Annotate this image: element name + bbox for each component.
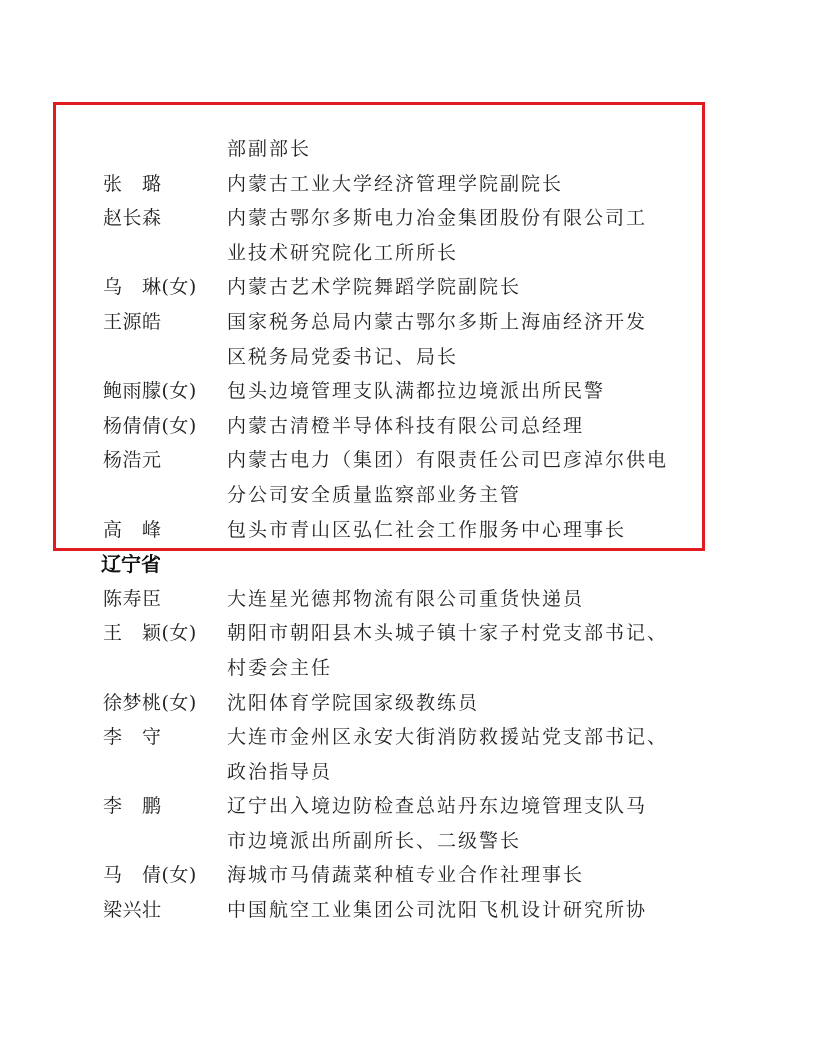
person-name: 李 鹏 xyxy=(103,795,162,818)
position-title xyxy=(227,858,677,893)
position-title-line: 内蒙古艺术学院舞蹈学院副院长 xyxy=(227,276,522,299)
person-name: 梁兴壮 xyxy=(103,899,162,922)
person-name: 李 守 xyxy=(103,726,162,749)
position-title xyxy=(227,720,677,789)
position-title-line: 国家税务总局内蒙古鄂尔多斯上海庙经济开发 xyxy=(227,310,648,333)
red-highlight-box xyxy=(53,102,705,551)
position-title-line: 大连星光德邦物流有限公司重货快递员 xyxy=(227,587,585,610)
position-title-line: 内蒙古鄂尔多斯电力冶金集团股份有限公司工 xyxy=(227,207,648,230)
position-title xyxy=(227,686,677,721)
position-title-line: 政治指导员 xyxy=(227,760,333,783)
entry-row xyxy=(0,720,816,789)
position-title-line: 业技术研究院化工所所长 xyxy=(227,241,459,264)
position-title-line: 分公司安全质量监察部业务主管 xyxy=(227,483,522,506)
position-title-line: 内蒙古清橙半导体科技有限公司总经理 xyxy=(227,414,585,437)
position-title-line: 内蒙古工业大学经济管理学院副院长 xyxy=(227,172,564,195)
person-name: 徐梦桃(女) xyxy=(103,691,197,714)
position-title-line: 包头市青山区弘仁社会工作服务中心理事长 xyxy=(227,518,627,541)
position-title-line: 区税务局党委书记、局长 xyxy=(227,345,459,368)
position-title-line: 辽宁出入境边防检查总站丹东边境管理支队马 xyxy=(227,795,648,818)
person-name: 马 倩(女) xyxy=(103,864,197,887)
position-title xyxy=(227,893,677,928)
position-title-line: 部副部长 xyxy=(227,138,312,160)
person-name: 王源皓 xyxy=(103,310,162,333)
entry-row xyxy=(0,686,816,721)
person-name: 高 峰 xyxy=(103,518,162,541)
position-title-line: 海城市马倩蔬菜种植专业合作社理事长 xyxy=(227,864,585,887)
position-title-line: 中国航空工业集团公司沈阳飞机设计研究所协 xyxy=(227,899,648,922)
person-name: 杨倩倩(女) xyxy=(103,414,197,437)
entry-row xyxy=(0,858,816,893)
position-title-line: 朝阳市朝阳县木头城子镇十家子村党支部书记、 xyxy=(227,622,669,645)
position-title-line: 沈阳体育学院国家级教练员 xyxy=(227,691,480,714)
entry-row xyxy=(0,582,816,617)
position-title-line: 村委会主任 xyxy=(227,656,333,679)
position-title-line: 内蒙古电力（集团）有限责任公司巴彦淖尔供电 xyxy=(227,449,669,472)
position-title-line: 包头边境管理支队满都拉边境派出所民警 xyxy=(227,380,606,403)
position-title xyxy=(227,616,677,685)
person-name: 鲍雨朦(女) xyxy=(103,380,197,403)
position-title-line: 大连市金州区永安大街消防救援站党支部书记、 xyxy=(227,726,669,749)
person-name: 杨浩元 xyxy=(103,449,162,472)
person-name: 王 颖(女) xyxy=(103,622,197,645)
position-title xyxy=(227,582,677,617)
person-name: 赵长森 xyxy=(103,207,162,230)
entry-row xyxy=(0,616,816,685)
person-name: 陈寿臣 xyxy=(103,587,162,610)
entry-row xyxy=(0,893,816,928)
person-name: 张 璐 xyxy=(103,172,162,195)
position-title-line: 市边境派出所副所长、二级警长 xyxy=(227,829,522,852)
entry-row xyxy=(0,789,816,858)
section-heading: 辽宁省 xyxy=(101,552,161,577)
position-title xyxy=(227,789,677,858)
person-name: 乌 琳(女) xyxy=(103,276,197,299)
